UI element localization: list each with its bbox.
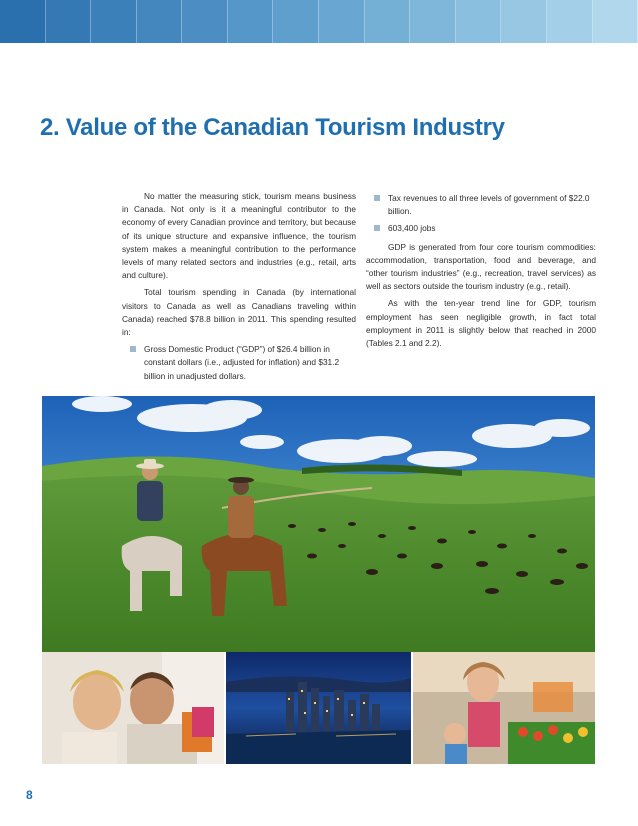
section-title: 2. Value of the Canadian Tourism Industry — [40, 114, 505, 141]
list-item — [366, 192, 596, 218]
header-band-tile — [228, 0, 274, 43]
header-band-tile — [319, 0, 365, 43]
intro-paragraph: No matter the measuring stick, tourism means business in Canada. Not only is it a meaningful contributor to the economy of every Canadian province and territory, but because of its unique structure and expansive influence, the tourism system makes a meaningful contribution to the performance levels of many related sectors and industries (e.g., retail, arts and culture). — [122, 191, 356, 281]
bullet-text: Gross Domestic Product (“GDP”) of $26.4 billion in constant dollars (i.e., adjusted for inflation) and $31.2 billion in unadjusted dollars. — [144, 344, 340, 381]
impact-bullet-list — [122, 343, 356, 383]
spending-paragraph: Total tourism spending in Canada (by international visitors to Canada as well as Canadians traveling within Canada) reached $78.8 billion in 2011. This spending resulted in: — [122, 287, 356, 338]
header-band-tile — [0, 0, 46, 43]
header-band-tile — [46, 0, 92, 43]
prairie-horseback-photo — [42, 396, 595, 652]
header-band-tile — [501, 0, 547, 43]
market-family-photo — [411, 652, 595, 764]
header-band-tile — [456, 0, 502, 43]
photo-strip — [42, 652, 595, 764]
list-item — [366, 222, 596, 235]
city-night-photo — [224, 652, 411, 764]
bullet-text: Tax revenues to all three levels of government of $22.0 billion. — [388, 193, 590, 217]
header-band-tile — [137, 0, 183, 43]
employment-paragraph: As with the ten-year trend line for GDP, tourism employment has seen negligible growth, in fact total employment in 2011 is slightly below that reached in 2000 (Tables 2.1 and 2.2). — [366, 298, 596, 349]
shopping-couple-photo — [42, 652, 224, 764]
impact-bullet-list-continued — [366, 192, 596, 236]
header-color-band — [0, 0, 638, 43]
header-band-tile — [365, 0, 411, 43]
bullet-text: 603,400 jobs — [388, 223, 436, 234]
gdp-commodities-paragraph: GDP is generated from four core tourism commodities: accommodation, transportation, food and beverage, and “other tourism industries” (e.g., recreation, travel services) as well as sectors outside the tourism industry (e.g., retail). — [366, 241, 596, 292]
right-text-column — [366, 190, 596, 354]
header-band-tile — [547, 0, 593, 43]
list-item — [122, 343, 356, 383]
header-band-tile — [182, 0, 228, 43]
header-band-tile — [273, 0, 319, 43]
square-bullet-icon — [374, 195, 380, 201]
header-band-tile — [593, 0, 638, 43]
header-band-tile — [91, 0, 137, 43]
header-band-tile — [410, 0, 456, 43]
left-text-column — [122, 190, 356, 388]
page-number: 8 — [26, 788, 33, 802]
square-bullet-icon — [130, 346, 136, 352]
square-bullet-icon — [374, 225, 380, 231]
